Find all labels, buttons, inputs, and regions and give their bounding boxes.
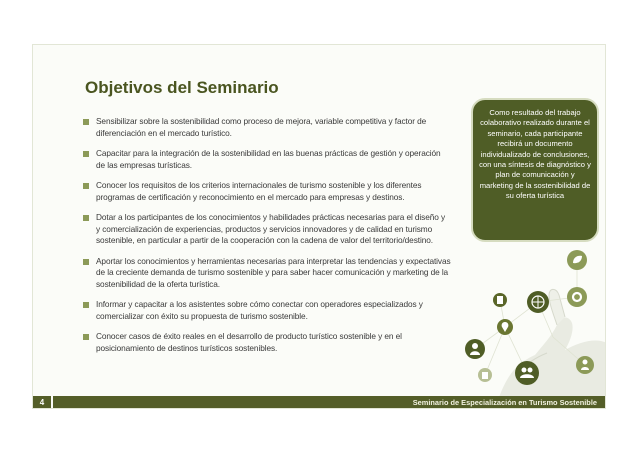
- gear-icon: [567, 287, 587, 307]
- bullet-text: Dotar a los participantes de los conocimientos y habilidades prácticas necesarias para el diseño y y comercialización de experiencias, productos y servicios innovadores y de calidad en turismo sostenible, en particular a partir de la cooperación con la cadena de valor del territorio/destino.: [96, 212, 446, 245]
- bullet-square-icon: [83, 215, 89, 221]
- page-number: 4: [33, 396, 53, 409]
- page-title: Objetivos del Seminario: [85, 78, 279, 97]
- bullet-square-icon: [83, 151, 89, 157]
- people-icon: [515, 361, 539, 385]
- bullet-text: Conocer casos de éxito reales en el desarrollo de producto turístico sostenible y en el posicionamiento de destinos turísticos sostenibles.: [96, 331, 402, 353]
- bullet-text: Sensibilizar sobre la sostenibilidad como proceso de mejora, variable competitiva y factor de diferenciación en el mercado turístico.: [96, 116, 427, 138]
- list-item: [83, 212, 451, 247]
- list-item: [83, 331, 451, 354]
- list-item: [83, 299, 451, 322]
- result-callout: [471, 98, 599, 242]
- person-icon: [576, 356, 594, 374]
- hand-image: [495, 289, 606, 409]
- bullet-square-icon: [83, 334, 89, 340]
- slide: [32, 44, 606, 409]
- bullet-text: Aportar los conocimientos y herramientas necesarias para interpretar las tendencias y expectativas de la creciente demanda de turismo sostenible y para saber hacer comunicación y marketing de la sostenibilidad de la oferta turística.: [96, 255, 451, 289]
- list-item: [83, 180, 451, 203]
- hand-illustration: [425, 245, 606, 409]
- bullet-text: Informar y capacitar a los asistentes sobre cómo conectar con operadores especializados y comercializar con éxito su propuesta de turismo sostenible.: [96, 299, 423, 321]
- bullet-square-icon: [83, 302, 89, 308]
- list-item: [83, 116, 451, 139]
- callout-text: Como resultado del trabajo colaborativo realizado durante el seminario, cada participante recibirá un documento individualizado de conclusiones, con una síntesis de diagnóstico y plan de comunicación y marketing de la sostenibilidad de su oferta turística: [479, 108, 591, 201]
- objectives-list: [83, 116, 451, 354]
- list-item: [83, 148, 451, 171]
- bullet-text: Capacitar para la integración de la sostenibilidad en las buenas prácticas de gestión y operación de las empresas turísticas.: [96, 148, 441, 170]
- footer-text: Seminario de Especialización en Turismo Sostenible: [412, 398, 597, 407]
- list-item: [83, 256, 451, 291]
- bullet-text: Conocer los requisitos de los criterios internacionales de turismo sostenible y los diferentes programas de certificación y reconocimiento en el mercado para empresas y destinos.: [96, 180, 422, 202]
- footer-bar: [53, 396, 605, 409]
- bullet-square-icon: [83, 183, 89, 189]
- bullet-square-icon: [83, 259, 89, 265]
- bullet-square-icon: [83, 119, 89, 125]
